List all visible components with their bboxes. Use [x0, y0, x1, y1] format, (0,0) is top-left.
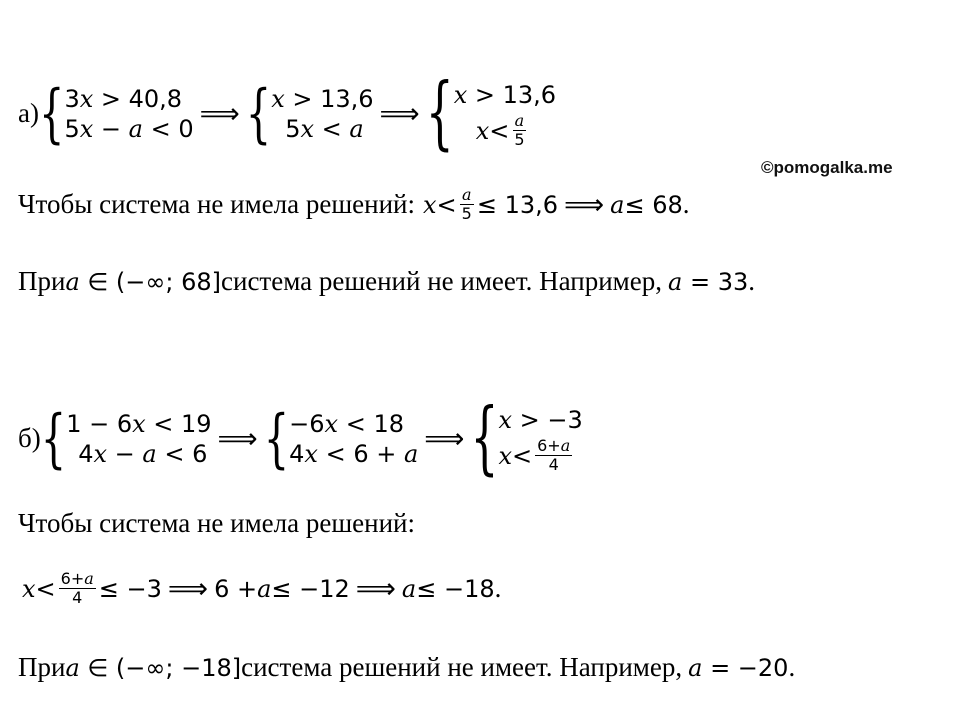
part-b-answer: При a ∈ (−∞; −18] система решений не имеет. Например, a = −20 . [18, 652, 796, 682]
system-line: x < $\frac{6+a}{4}$ [498, 436, 571, 474]
implies-arrow: ⟹ [424, 422, 465, 455]
system-line: −6x < 18 [289, 409, 404, 438]
implies-arrow: ⟹ [564, 188, 605, 221]
implies-arrow: ⟹ [355, 572, 396, 605]
system-line: 4x < 6 + a [289, 439, 419, 468]
implies-arrow: ⟹ [379, 97, 420, 130]
implies-arrow: ⟹ [217, 422, 258, 455]
part-a-system-3 [425, 67, 557, 160]
part-b-system-3 [470, 392, 583, 485]
fraction: $\frac{a}{5}$ [514, 111, 525, 149]
system-line: x > −3 [498, 406, 583, 434]
part-a-label: а) [18, 98, 39, 128]
system-line: x > 13,6 [271, 84, 374, 113]
system-line: x < $\frac{a}{5}$ [475, 111, 525, 149]
fraction: $\frac{6+a}{4}$ [537, 436, 571, 474]
left-brace: { [263, 401, 290, 476]
part-a-system-1 [38, 76, 194, 151]
part-b-label: б) [18, 423, 41, 453]
part-b-condition-math: x < $\frac{6+a}{4}$ ≤ −3 ⟹ 6 + a ≤ −12 ⟹ a ≤ −18 . [22, 569, 502, 607]
part-b-systems [18, 392, 583, 485]
part-a-systems [18, 67, 557, 160]
system-line: 4x − a < 6 [78, 439, 208, 468]
left-brace: { [470, 392, 499, 485]
left-brace: { [40, 401, 67, 476]
watermark: ©pomogalka.me [761, 158, 893, 177]
part-a-system-2 [245, 76, 374, 151]
part-b-condition-text: Чтобы система не имела решений: [18, 508, 415, 538]
left-brace: { [38, 76, 65, 151]
left-brace: { [245, 76, 272, 151]
part-b-system-2 [263, 401, 419, 476]
implies-arrow: ⟹ [167, 572, 209, 605]
system-line: 1 − 6x < 19 [66, 409, 212, 438]
part-a-answer: При a ∈ (−∞; 68] система решений не имеет. Например, a = 33 . [18, 266, 755, 296]
part-b-system-1 [40, 401, 212, 476]
fraction: $\frac{a}{5}$ [461, 185, 472, 223]
system-line: 5x < a [285, 114, 364, 143]
left-brace: { [425, 67, 454, 160]
system-line: 3x > 40,8 [64, 84, 183, 113]
fraction: $\frac{6+a}{4}$ [60, 569, 94, 607]
part-a-condition: Чтобы система не имела решений: x < $\frac{a}{5}$ ≤ 13,6 ⟹ a ≤ 68 . [18, 185, 690, 223]
system-line: 5x − a < 0 [64, 114, 194, 143]
implies-arrow: ⟹ [199, 97, 240, 130]
system-line: x > 13,6 [453, 81, 557, 109]
